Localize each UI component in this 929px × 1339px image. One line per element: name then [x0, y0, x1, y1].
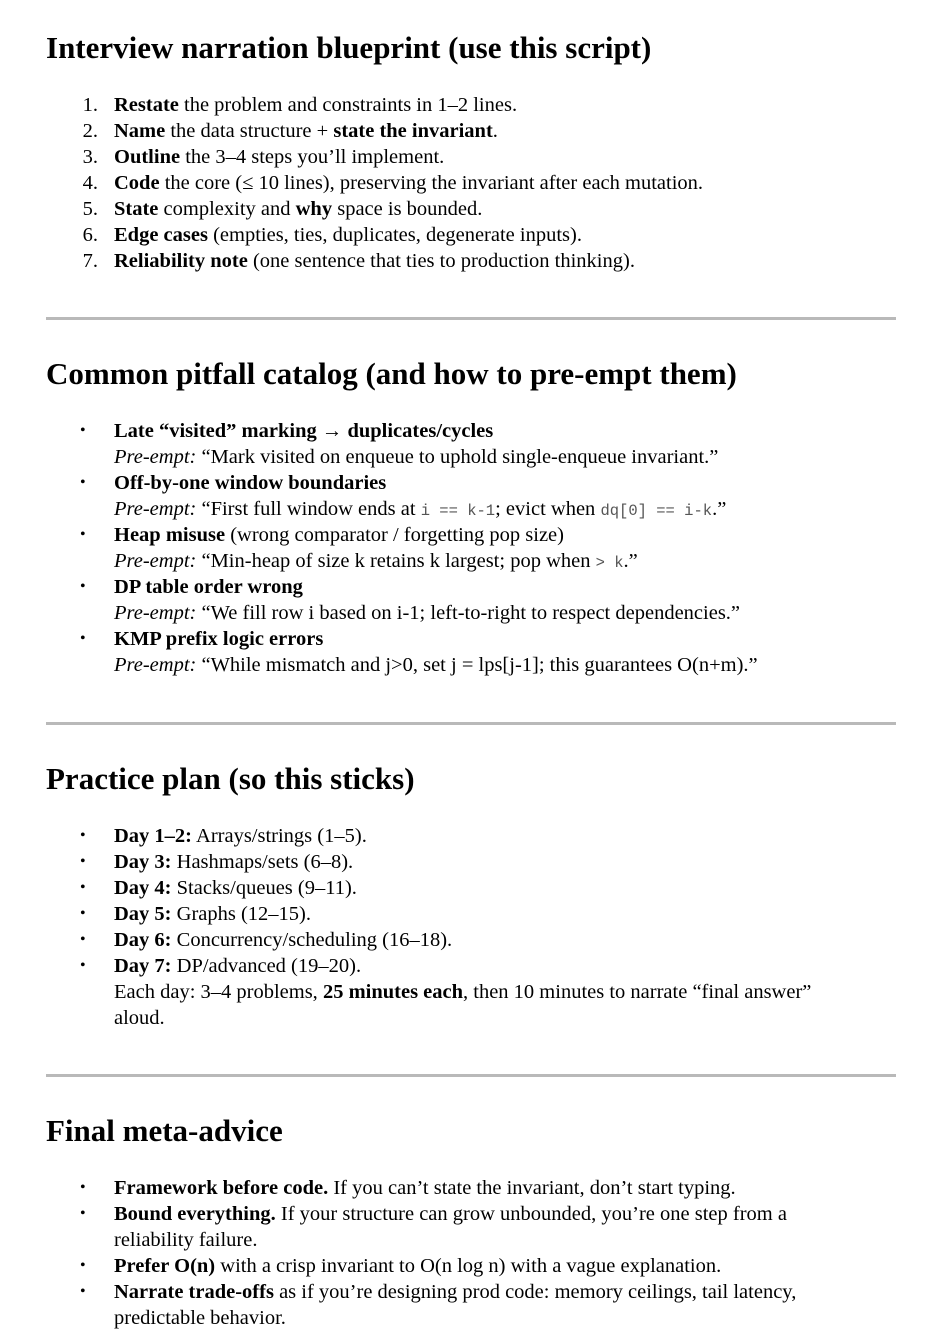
list-item: • Day 7: DP/advanced (19–20). — [80, 955, 362, 977]
preempt-line: Pre-empt: “First full window ends at i == k-1; evict when dq[0] == i-k.” — [114, 498, 727, 520]
list-item: • Framework before code. If you can’t state the invariant, don’t start typing. — [80, 1177, 736, 1199]
list-item: • Day 1–2: Arrays/strings (1–5). — [80, 825, 367, 847]
preempt-line: Pre-empt: “We fill row i based on i-1; left-to-right to respect dependencies.” — [114, 602, 741, 624]
bullet-icon: • — [80, 422, 86, 439]
list-item: • Prefer O(n) with a crisp invariant to O(n log n) with a vague explanation. — [80, 1255, 722, 1277]
section-title-meta: Final meta-advice — [46, 1113, 283, 1148]
bullet-icon: • — [80, 853, 86, 870]
list-item: • KMP prefix logic errors — [80, 628, 324, 650]
section-title-blueprint: Interview narration blueprint (use this script) — [46, 30, 652, 65]
meta-list — [0, 1175, 929, 1331]
blueprint-list — [0, 92, 929, 274]
bullet-icon: • — [80, 630, 86, 647]
bullet-icon: • — [80, 1179, 86, 1196]
preempt-line: Pre-empt: “While mismatch and j>0, set j = lps[j-1]; this guarantees O(n+m).” — [114, 654, 758, 676]
practice-note: Each day: 3–4 problems, 25 minutes each, then 10 minutes to narrate “final answer” — [114, 981, 812, 1003]
practice-list — [0, 823, 929, 1031]
list-item: 6. Edge cases (empties, ties, duplicates, degenerate inputs). — [82, 224, 582, 246]
list-item: • Bound everything. If your structure can grow unbounded, you’re one step from a — [80, 1203, 787, 1225]
bullet-icon: • — [80, 1257, 86, 1274]
list-item-cont: predictable behavior. — [114, 1307, 286, 1329]
list-item: 5. State complexity and why space is bounded. — [82, 198, 483, 220]
section-title-practice: Practice plan (so this sticks) — [46, 761, 415, 796]
bullet-icon: • — [80, 827, 86, 844]
list-item: 2. Name the data structure + state the invariant. — [82, 120, 498, 142]
list-item: 3. Outline the 3–4 steps you’ll implement. — [82, 146, 445, 168]
section-divider — [46, 1074, 896, 1077]
list-item: • Day 5: Graphs (12–15). — [80, 903, 312, 925]
bullet-icon: • — [80, 931, 86, 948]
bullet-icon: • — [80, 1283, 86, 1300]
bullet-icon: • — [80, 578, 86, 595]
bullet-icon: • — [80, 879, 86, 896]
list-item: 1. Restate the problem and constraints in 1–2 lines. — [82, 94, 518, 116]
pitfall-list — [0, 418, 929, 678]
list-item: • Day 4: Stacks/queues (9–11). — [80, 877, 357, 899]
list-item-cont: reliability failure. — [114, 1229, 258, 1251]
preempt-line: Pre-empt: “Mark visited on enqueue to uphold single-enqueue invariant.” — [114, 446, 719, 468]
section-title-pitfalls: Common pitfall catalog (and how to pre-empt them) — [46, 356, 737, 391]
section-divider — [46, 317, 896, 320]
bullet-icon: • — [80, 1205, 86, 1222]
bullet-icon: • — [80, 957, 86, 974]
section-divider — [46, 722, 896, 725]
bullet-icon: • — [80, 526, 86, 543]
list-item: • Late “visited” marking → duplicates/cycles — [80, 420, 494, 442]
preempt-line: Pre-empt: “Min-heap of size k retains k largest; pop when > k.” — [114, 550, 638, 572]
list-item: • Day 3: Hashmaps/sets (6–8). — [80, 851, 354, 873]
list-item: • Off-by-one window boundaries — [80, 472, 387, 494]
bullet-icon: • — [80, 905, 86, 922]
list-item: 7. Reliability note (one sentence that ties to production thinking). — [82, 250, 635, 272]
list-item: 4. Code the core (≤ 10 lines), preserving the invariant after each mutation. — [82, 172, 704, 194]
list-item: • DP table order wrong — [80, 576, 303, 598]
list-item: • Heap misuse (wrong comparator / forgetting pop size) — [80, 524, 564, 546]
list-item: • Day 6: Concurrency/scheduling (16–18). — [80, 929, 453, 951]
practice-note-cont: aloud. — [114, 1007, 165, 1029]
list-item: • Narrate trade-offs as if you’re designing prod code: memory ceilings, tail latency, — [80, 1281, 797, 1303]
bullet-icon: • — [80, 474, 86, 491]
